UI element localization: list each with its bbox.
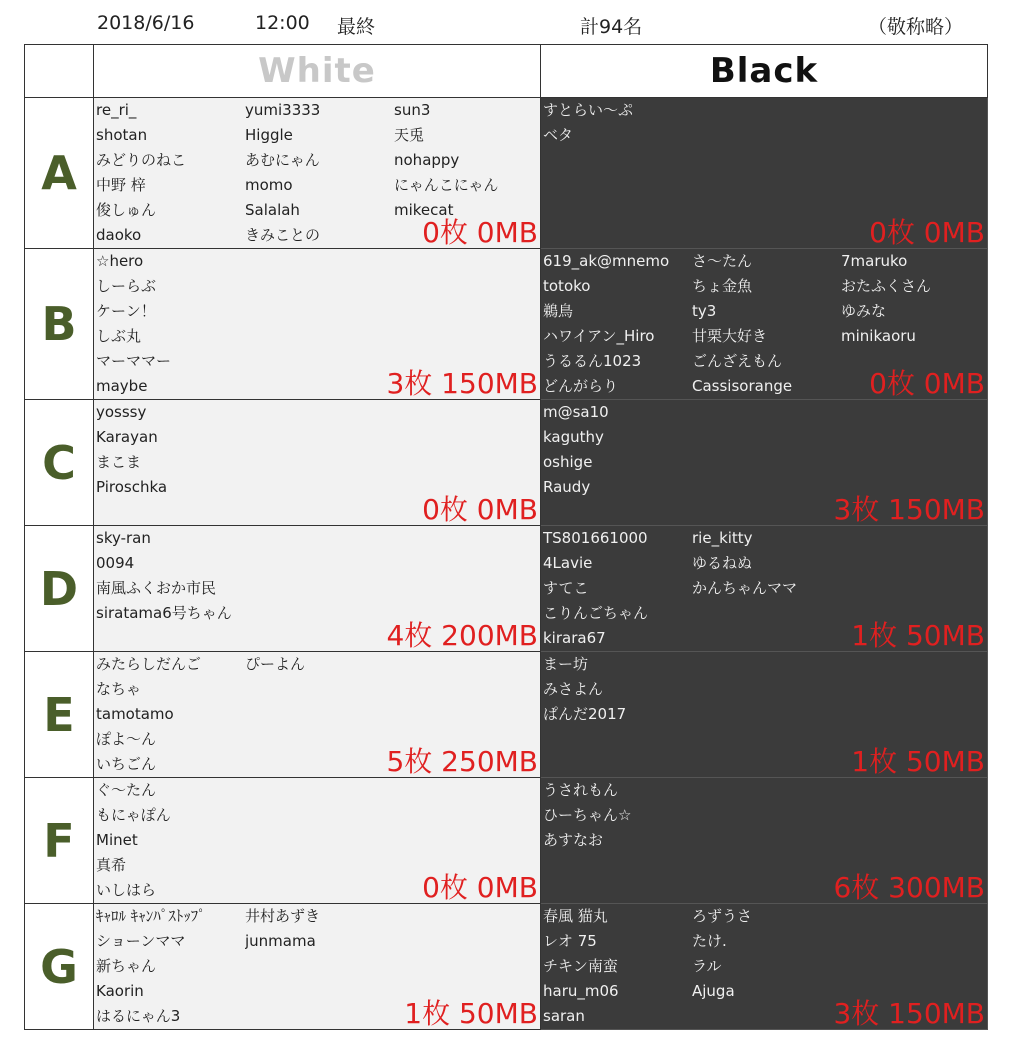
member-name: ゆるねぬ — [692, 554, 753, 572]
member-name: Minet — [96, 831, 138, 849]
member-name — [394, 450, 541, 475]
member-name: nohappy — [394, 151, 460, 169]
header-note: （敬称略） — [868, 16, 964, 38]
member-name: Raudy — [543, 478, 591, 496]
member-name: ショーンママ — [96, 932, 186, 950]
group-label: B — [41, 297, 77, 351]
member-name: ゆみな — [841, 302, 887, 320]
white-score: 0枚 0MB — [422, 871, 538, 904]
member-name — [841, 123, 988, 148]
member-name: Cassisorange — [692, 377, 793, 395]
member-name: ぴーよん — [245, 655, 306, 673]
header-time: 12:00 — [255, 12, 310, 34]
member-name: みたらしだんご — [96, 655, 202, 673]
team-table — [24, 44, 988, 1030]
black-team-cell — [541, 249, 988, 400]
member-name: どんがらり — [543, 377, 619, 395]
member-name: 真希 — [96, 856, 127, 874]
member-name — [394, 677, 541, 702]
group-label: C — [42, 435, 76, 490]
white-member-list — [94, 526, 540, 626]
member-name: Ajuga — [692, 982, 735, 1000]
member-name: 4Lavie — [543, 554, 593, 572]
member-name — [394, 652, 541, 677]
white-team-cell — [94, 778, 541, 904]
member-name — [841, 551, 988, 576]
member-name: sky-ran — [96, 529, 151, 547]
member-name: こりんごちゃん — [543, 604, 649, 622]
member-name — [245, 601, 394, 626]
member-name: 甘栗大好き — [692, 327, 768, 345]
member-name: sun3 — [394, 101, 431, 119]
group-row — [25, 652, 988, 778]
team-white-title: White — [258, 51, 376, 91]
white-score: 0枚 0MB — [422, 493, 538, 526]
member-name — [245, 324, 394, 349]
group-label-cell — [25, 652, 94, 778]
member-name — [245, 249, 394, 274]
team-header-row — [25, 45, 988, 98]
member-name — [841, 828, 988, 853]
member-name: Salalah — [245, 201, 300, 219]
member-name — [394, 274, 541, 299]
header-status: 最終 — [337, 16, 376, 38]
team-black-title: Black — [709, 51, 819, 91]
group-label: F — [43, 813, 75, 868]
member-name: ケーン！ — [96, 302, 156, 320]
group-label-cell — [25, 249, 94, 400]
member-name — [245, 274, 394, 299]
member-name: 619_ak@mnemo — [543, 252, 670, 270]
member-name: 南風ふくおか市民 — [96, 579, 217, 597]
member-name: ベタ — [543, 126, 574, 144]
black-member-list — [541, 652, 987, 727]
member-name — [394, 425, 541, 450]
member-name: shotan — [96, 126, 148, 144]
white-team-cell — [94, 400, 541, 526]
member-name: しーらぶ — [96, 277, 157, 295]
group-row — [25, 526, 988, 652]
member-name — [245, 475, 394, 500]
member-name — [841, 778, 988, 803]
member-name — [245, 551, 394, 576]
member-name — [841, 904, 988, 929]
member-name — [245, 349, 394, 374]
member-name — [245, 828, 394, 853]
member-name — [394, 702, 541, 727]
member-name: あすなお — [543, 831, 604, 849]
member-name — [841, 652, 988, 677]
member-name: TS801661000 — [543, 529, 648, 547]
member-name — [245, 702, 394, 727]
white-team-cell — [94, 98, 541, 249]
member-name: みさよん — [543, 680, 604, 698]
member-name: みどりのねこ — [96, 151, 187, 169]
white-team-cell — [94, 652, 541, 778]
member-name — [394, 249, 541, 274]
black-team-cell — [541, 98, 988, 249]
member-name: minikaoru — [841, 327, 916, 345]
member-name: 鵜鳥 — [543, 302, 574, 320]
black-team-cell — [541, 652, 988, 778]
member-name: Kaorin — [96, 982, 144, 1000]
white-score: 4枚 200MB — [386, 619, 538, 652]
member-name — [841, 954, 988, 979]
member-name — [692, 123, 841, 148]
member-name: いしはら — [96, 881, 157, 899]
member-name — [692, 98, 841, 123]
member-name: はるにゃん3 — [96, 1007, 181, 1025]
member-name: うるるん1023 — [543, 352, 642, 370]
black-score: 1枚 50MB — [851, 619, 985, 652]
member-name: m@sa10 — [543, 403, 609, 421]
member-name: ろずうさ — [692, 907, 753, 925]
member-name — [245, 878, 394, 903]
black-score: 3枚 150MB — [833, 493, 985, 526]
member-name — [692, 425, 841, 450]
member-name: tamotamo — [96, 705, 174, 723]
group-label: E — [43, 687, 75, 742]
member-name: ぐ～たん — [96, 781, 157, 799]
member-name — [245, 954, 394, 979]
member-name: kaguthy — [543, 428, 604, 446]
member-name: siratama6号ちゃん — [96, 604, 232, 622]
member-name: ty3 — [692, 302, 717, 320]
member-name — [692, 450, 841, 475]
white-member-list — [94, 400, 540, 500]
member-name: すとらい～ぷ — [543, 101, 634, 119]
member-name — [841, 450, 988, 475]
member-name — [245, 526, 394, 551]
member-name — [394, 929, 541, 954]
member-name: daoko — [96, 226, 142, 244]
group-label: A — [41, 146, 77, 200]
member-name — [692, 601, 841, 626]
member-name — [841, 526, 988, 551]
group-row — [25, 400, 988, 526]
white-score: 0枚 0MB — [422, 216, 538, 249]
member-name: なちゃ — [96, 680, 142, 698]
white-score: 1枚 50MB — [404, 997, 538, 1030]
member-name — [692, 803, 841, 828]
black-member-list — [541, 778, 987, 853]
black-team-cell — [541, 904, 988, 1030]
header-date: 2018/6/16 — [97, 12, 195, 34]
member-name — [841, 677, 988, 702]
member-name: totoko — [543, 277, 591, 295]
member-name: mikecat — [394, 201, 454, 219]
member-name: ぱんだ2017 — [543, 705, 627, 723]
member-name: 天兎 — [394, 126, 425, 144]
member-name: きみことの — [245, 226, 321, 244]
member-name: おたふくさん — [841, 277, 932, 295]
black-team-cell — [541, 526, 988, 652]
member-name — [245, 1004, 394, 1029]
black-score: 3枚 150MB — [833, 997, 985, 1030]
member-name: Karayan — [96, 428, 158, 446]
corner-cell — [25, 45, 94, 98]
group-label: D — [39, 561, 79, 616]
member-name: いちごん — [96, 755, 157, 773]
group-row — [25, 249, 988, 400]
black-score: 0枚 0MB — [869, 216, 985, 249]
member-name — [692, 626, 841, 651]
member-name — [245, 778, 394, 803]
group-row — [25, 904, 988, 1030]
member-name — [841, 576, 988, 601]
white-team-cell — [94, 526, 541, 652]
white-team-cell — [94, 904, 541, 1030]
member-name: たけ. — [692, 932, 727, 950]
member-name — [841, 400, 988, 425]
member-name — [394, 828, 541, 853]
member-name: maybe — [96, 377, 148, 395]
member-name — [692, 475, 841, 500]
member-name — [245, 374, 394, 399]
member-name: kirara67 — [543, 629, 606, 647]
member-name — [692, 677, 841, 702]
member-name: しぶ丸 — [96, 327, 142, 345]
member-name: 0094 — [96, 554, 135, 572]
member-name — [841, 803, 988, 828]
member-name: haru_m06 — [543, 982, 619, 1000]
member-name — [692, 1004, 841, 1029]
member-name: まこま — [96, 453, 142, 471]
member-name — [394, 324, 541, 349]
member-name — [245, 979, 394, 1004]
team-white-header — [94, 45, 541, 98]
member-name — [245, 727, 394, 752]
black-team-cell — [541, 400, 988, 526]
member-name — [245, 853, 394, 878]
black-member-list — [541, 98, 987, 148]
member-name: Higgle — [245, 126, 293, 144]
member-name: さ～たん — [692, 252, 753, 270]
member-name: ☆hero — [96, 252, 144, 270]
member-name — [692, 400, 841, 425]
member-name — [692, 828, 841, 853]
member-name: ハワイアン_Hiro — [543, 327, 655, 345]
group-row — [25, 778, 988, 904]
black-score: 1枚 50MB — [851, 745, 985, 778]
member-name: saran — [543, 1007, 585, 1025]
member-name — [394, 299, 541, 324]
white-score: 3枚 150MB — [386, 367, 538, 400]
member-name: マーママー — [96, 352, 172, 370]
member-name — [245, 450, 394, 475]
group-row — [25, 98, 988, 249]
member-name — [394, 778, 541, 803]
black-team-cell — [541, 778, 988, 904]
white-score: 5枚 250MB — [386, 745, 538, 778]
member-name: 7maruko — [841, 252, 908, 270]
member-name: チキン南蛮 — [543, 957, 618, 975]
group-label-cell — [25, 778, 94, 904]
white-team-cell — [94, 249, 541, 400]
member-name — [394, 803, 541, 828]
member-name: yumi3333 — [245, 101, 321, 119]
member-name: すてこ — [543, 579, 589, 597]
member-name: 春風 猫丸 — [543, 907, 608, 925]
member-name — [245, 299, 394, 324]
member-name: もにゃぽん — [96, 806, 171, 824]
member-name: Piroschka — [96, 478, 168, 496]
member-name: yosssy — [96, 403, 147, 421]
member-name — [245, 425, 394, 450]
member-name: かんちゃんママ — [692, 579, 798, 597]
member-name: ごんざえもん — [692, 352, 783, 370]
member-name: ラル — [692, 957, 722, 975]
member-name — [394, 904, 541, 929]
member-name: momo — [245, 176, 293, 194]
member-name: ｷｬﾛﾙ ｷｬﾝﾊﾟｽﾄｯﾌﾟ — [96, 907, 206, 925]
member-name — [394, 400, 541, 425]
header-total: 計94名 — [580, 16, 643, 38]
group-label-cell — [25, 526, 94, 652]
member-name — [692, 702, 841, 727]
member-name — [841, 702, 988, 727]
member-name — [841, 425, 988, 450]
member-name: 俊しゅん — [96, 201, 157, 219]
black-score: 6枚 300MB — [833, 871, 985, 904]
member-name: うされもん — [543, 781, 619, 799]
team-black-header — [541, 45, 988, 98]
member-name — [394, 551, 541, 576]
member-name: あむにゃん — [245, 151, 320, 169]
member-name — [394, 576, 541, 601]
member-name — [245, 400, 394, 425]
member-name: まー坊 — [543, 655, 589, 673]
member-name — [394, 954, 541, 979]
member-name: レオ 75 — [543, 932, 597, 950]
member-name: 中野 梓 — [96, 176, 146, 194]
member-name: 井村あずき — [245, 907, 321, 925]
group-label-cell — [25, 400, 94, 526]
member-name: ちょ金魚 — [692, 277, 753, 295]
member-name: rie_kitty — [692, 529, 753, 547]
member-name — [394, 526, 541, 551]
member-name: ひーちゃん☆ — [543, 806, 632, 824]
member-name — [245, 677, 394, 702]
member-name: にゃんこにゃん — [394, 176, 499, 194]
member-name — [245, 752, 394, 777]
group-label-cell — [25, 98, 94, 249]
member-name: ぽよ～ん — [96, 730, 157, 748]
member-name — [841, 98, 988, 123]
member-name — [245, 803, 394, 828]
member-name: oshige — [543, 453, 593, 471]
member-name — [692, 652, 841, 677]
black-member-list — [541, 400, 987, 500]
group-label: G — [40, 939, 78, 994]
member-name — [841, 929, 988, 954]
member-name: re_ri_ — [96, 101, 137, 119]
member-name — [692, 778, 841, 803]
black-score: 0枚 0MB — [869, 367, 985, 400]
member-name: 新ちゃん — [96, 957, 157, 975]
member-name: junmama — [245, 932, 316, 950]
member-name — [245, 576, 394, 601]
group-label-cell — [25, 904, 94, 1030]
